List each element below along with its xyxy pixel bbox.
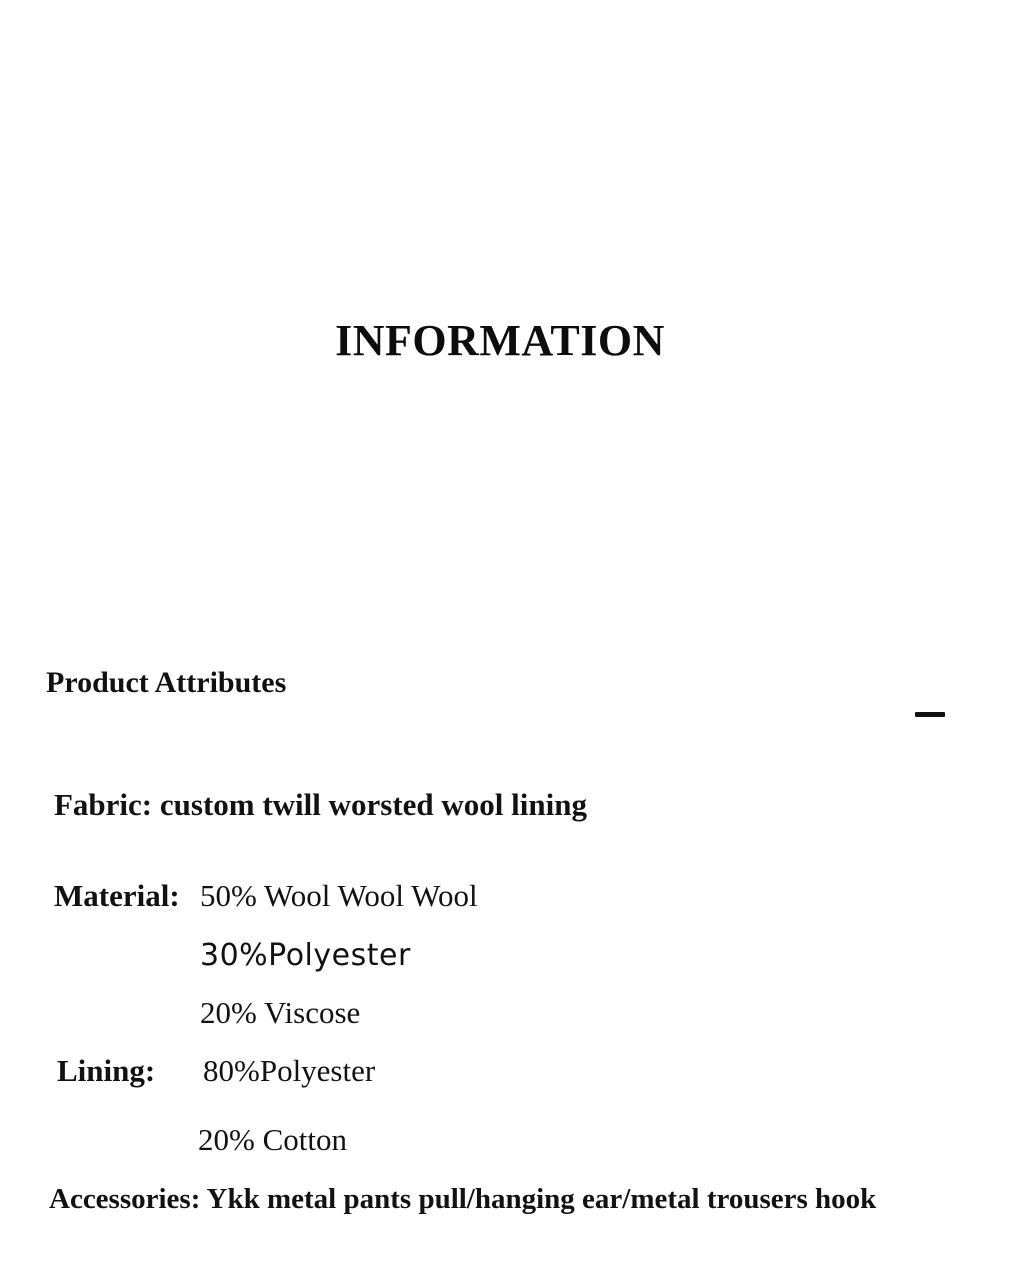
attribute-material-value-1: 50% Wool Wool Wool	[200, 878, 478, 913]
attribute-material-value-2: 30%Polyester	[200, 938, 411, 973]
attribute-material-label: Material:	[54, 878, 180, 913]
attribute-lining-label: Lining:	[57, 1053, 156, 1088]
attribute-material-value-3: 20% Viscose	[200, 995, 361, 1030]
attribute-fabric: Fabric: custom twill worsted wool lining	[54, 787, 587, 822]
collapse-minus-icon[interactable]	[915, 712, 945, 717]
page-title: INFORMATION	[335, 316, 665, 365]
attribute-accessories: Accessories: Ykk metal pants pull/hanging ear/metal trousers hook	[49, 1183, 877, 1215]
attribute-lining-value-2: 20% Cotton	[198, 1122, 347, 1157]
attribute-lining-value-1: 80%Polyester	[203, 1053, 376, 1088]
product-attributes-heading: Product Attributes	[46, 666, 287, 699]
